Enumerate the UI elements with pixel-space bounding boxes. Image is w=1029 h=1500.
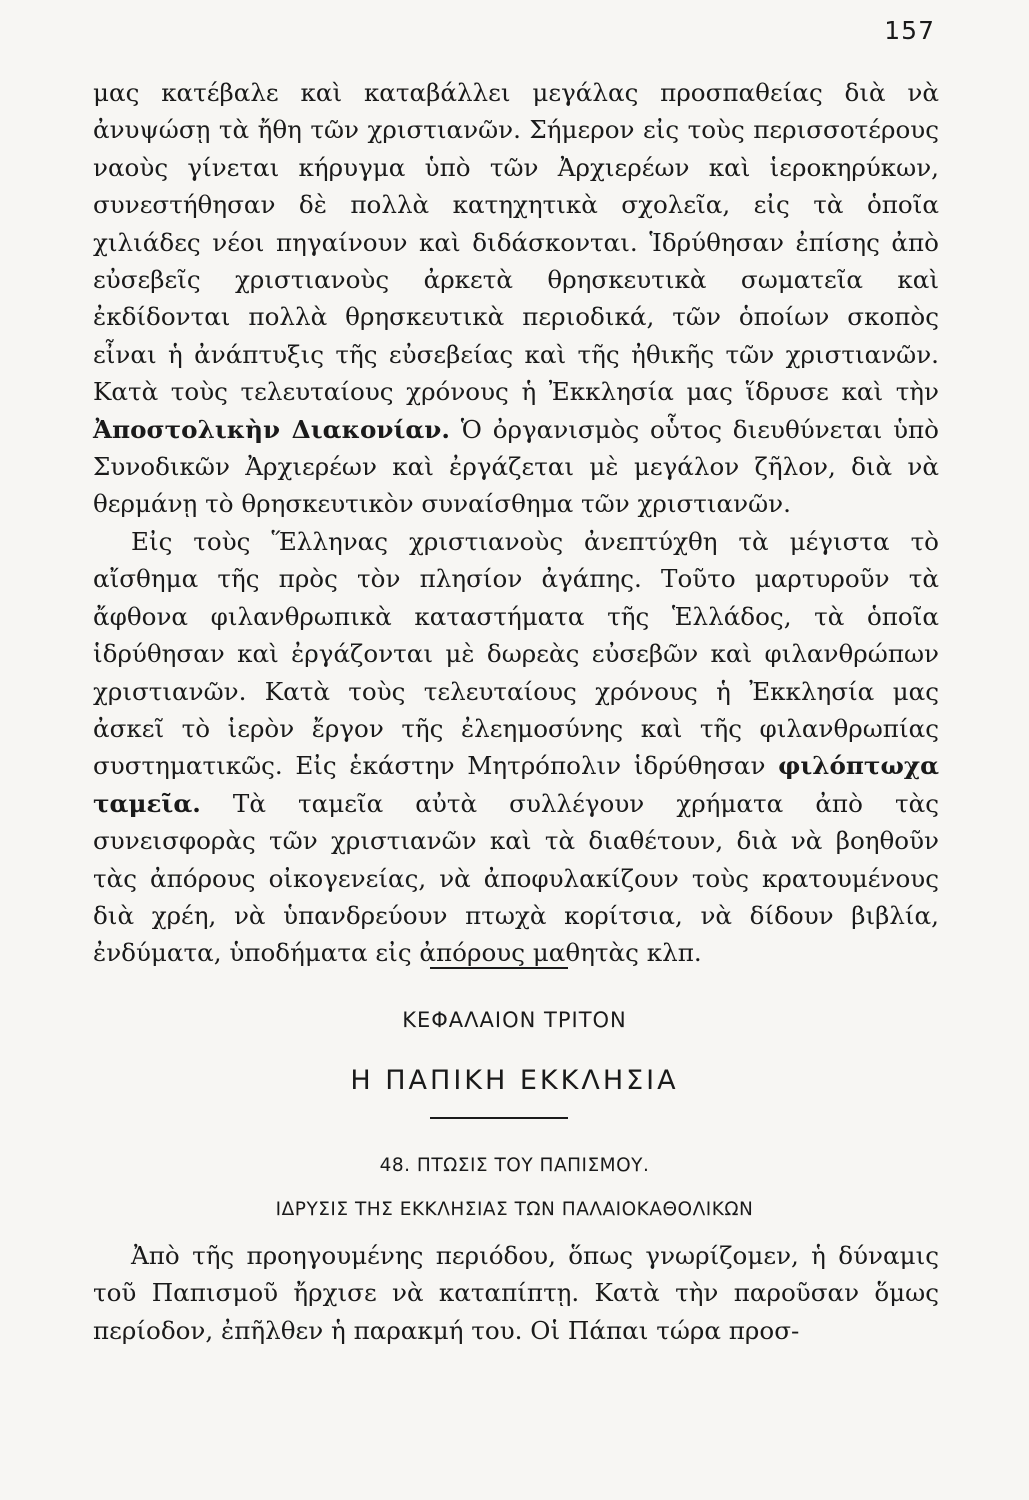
paragraph-1-text-start: μας κατέβαλε καὶ καταβάλλει μεγάλας προσπαθείας διὰ νὰ ἀνυψώσῃ τὰ ἤθη τῶν χριστιανῶν. Σήμερον εἰς τοὺς περισσοτέρους ναοὺς γίνεται κήρυγμα ὑπὸ τῶν Ἀρχιερέων καὶ ἱεροκηρύκων, συνεστήθησαν δὲ πολλὰ κατηχητικὰ σχολεῖα, εἰς τὰ ὁποῖα χιλιάδες νέοι πηγαίνουν καὶ διδάσκονται. Ἱδρύθησαν ἐπίσης ἀπὸ εὐσεβεῖς χριστιανοὺς ἀρκετὰ θρησκευτικὰ σωματεῖα καὶ ἐκδίδονται πολλὰ θρησκευτικὰ περιοδικά, τῶν ὁποίων σκοπὸς εἶναι ἡ ἀνάπτυξις τῆς εὐσεβείας καὶ τῆς ἠθικῆς τῶν χριστιανῶν. Κατὰ τοὺς τελευταίους χρόνους ἡ Ἐκκλησία μας ἵδρυσε καὶ τὴν <box>93 78 939 407</box>
chapter-title: Η ΠΑΠΙΚΗ ΕΚΚΛΗΣΙΑ <box>350 1065 679 1096</box>
paragraph-2-text-end: Τὰ ταμεῖα αὐτὰ συλλέγουν χρήματα ἀπὸ τὰς συνεισφορὰς τῶν χριστιανῶν καὶ τὰ διαθέτουν, διὰ νὰ βοηθοῦν τὰς ἀπόρους οἰκογενείας, νὰ ἀποφυλακίζουν τοὺς κρατουμένους διὰ χρέη, νὰ ὑπανδρεύουν πτωχὰ κορίτσια, νὰ δίδουν βιβλία, ἐνδύματα, ὑποδήματα εἰς ἀπόρους μαθητὰς κλπ. <box>93 788 939 968</box>
section-paragraph: Ἀπὸ τῆς προηγουμένης περιόδου, ὅπως γνωρίζομεν, ἡ δύναμις τοῦ Παπισμοῦ ἤρχισε νὰ καταπίπτῃ. Κατὰ τὴν παροῦσαν ὅμως περίοδον, ἐπῆλθεν ἡ παρακμή του. Οἱ Πάπαι τώρα προσ- <box>93 1241 939 1345</box>
chapter-divider-top <box>430 967 568 969</box>
paragraph-2 <box>93 523 939 972</box>
chapter-divider-bottom <box>430 1117 568 1119</box>
chapter-number: ΚΕΦΑΛΑΙΟΝ ΤΡΙΤΟΝ <box>402 1008 627 1032</box>
main-text-block <box>93 74 939 972</box>
section-text-block <box>93 1237 939 1349</box>
section-heading: 48. ΠΤΩΣΙΣ ΤΟΥ ΠΑΠΙΣΜΟΥ. <box>379 1155 650 1176</box>
paragraph-2-text-start: Εἰς τοὺς Ἕλληνας χριστιανοὺς ἀνεπτύχθη τὰ μέγιστα τὸ αἴσθημα τῆς πρὸς τὸν πλησίον ἀγάπης. Τοῦτο μαρτυροῦν τὰ ἄφθονα φιλανθρωπικὰ καταστήματα τῆς Ἑλλάδος, τὰ ὁποῖα ἱδρύθησαν καὶ ἐργάζονται μὲ δωρεὰς εὐσεβῶν καὶ φιλανθρώπων χριστιανῶν. Κατὰ τοὺς τελευταίους χρόνους ἡ Ἐκκλησία μας ἀσκεῖ τὸ ἱερὸν ἔργον τῆς ἐλεημοσύνης καὶ τῆς φιλανθρωπίας συστηματικῶς. Εἰς ἑκάστην Μητρόπολιν ἱδρύθησαν <box>93 526 939 781</box>
paragraph-1 <box>93 74 939 523</box>
paragraph-1-text-end: Ὁ ὀργανισμὸς οὗτος διευθύνεται ὑπὸ Συνοδικῶν Ἀρχιερέων καὶ ἐργάζεται μὲ μεγάλον ζῆλον, διὰ νὰ θερμάνῃ τὸ θρησκευτικὸν συναίσθημα τῶν χριστιανῶν. <box>93 414 939 519</box>
paragraph-2-bold-term: φιλόπτωχα ταμεῖα. <box>93 751 939 818</box>
section-subheading: ΙΔΡΥΣΙΣ ΤΗΣ ΕΚΚΛΗΣΙΑΣ ΤΩΝ ΠΑΛΑΙΟΚΑΘΟΛΙΚΩΝ <box>275 1199 754 1220</box>
paragraph-1-bold-term: Ἀποστολικὴν Διακονίαν. <box>93 414 450 444</box>
page-number: 157 <box>884 16 935 45</box>
